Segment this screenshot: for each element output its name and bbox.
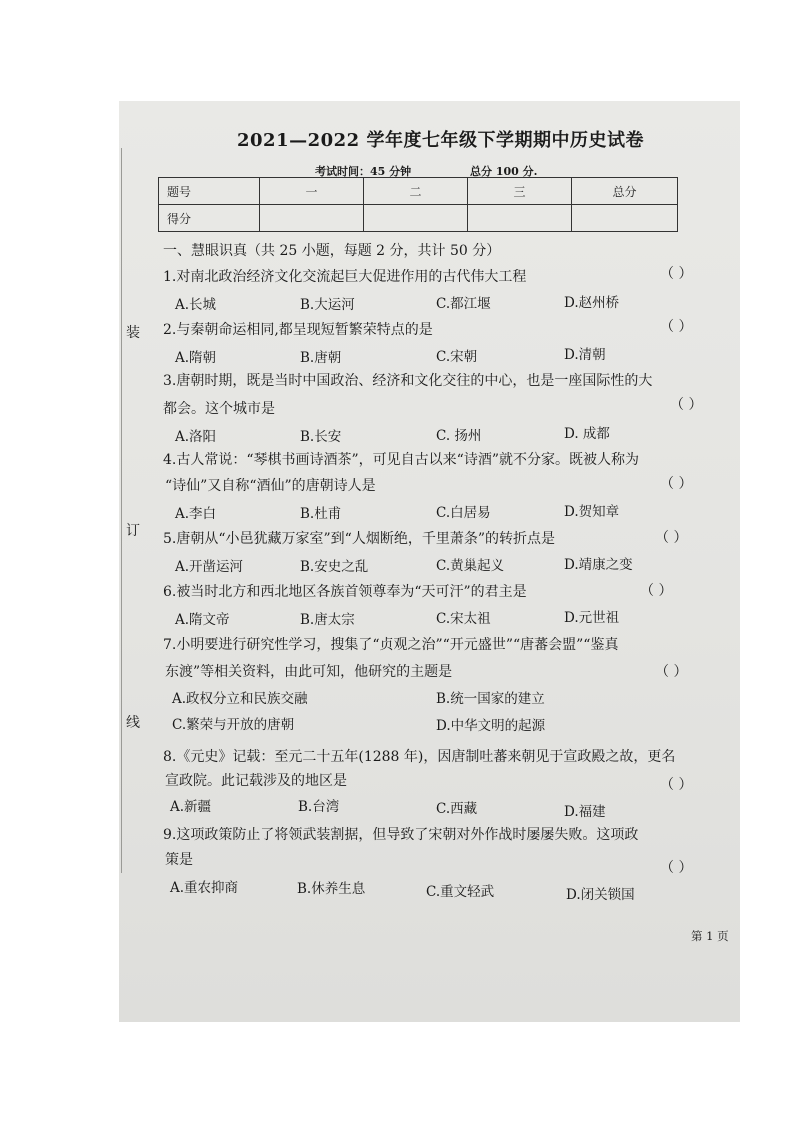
- option: C.都江堰: [436, 296, 491, 312]
- option: D.中华文明的起源: [436, 718, 546, 734]
- answer-blank[interactable]: （ ）: [655, 530, 688, 546]
- answer-blank[interactable]: （ ）: [655, 664, 688, 680]
- option: A.新疆: [170, 799, 212, 815]
- table-cell: 得分: [159, 205, 260, 232]
- option: D.贺知章: [564, 504, 620, 520]
- page-number: 第 1 页: [691, 929, 729, 943]
- table-cell: 一: [260, 178, 364, 205]
- total-score: 总分 100 分.: [470, 165, 538, 178]
- answer-blank[interactable]: （ ）: [660, 476, 693, 492]
- question-text: 8.《元史》记载：至元二十五年(1288 年)，因唐制吐蕃来朝见于宣政殿之故，更名: [163, 749, 676, 765]
- option: B.休养生息: [297, 881, 366, 897]
- table-cell: 题号: [159, 178, 260, 205]
- option: C.西藏: [436, 801, 478, 817]
- question-text: 东渡”等相关资料，由此可知，他研究的主题是: [165, 664, 453, 680]
- answer-blank[interactable]: （ ）: [640, 583, 673, 599]
- question-text: 宣政院。此记载涉及的地区是: [165, 773, 347, 789]
- question-text: 3.唐朝时期，既是当时中国政治、经济和文化交往的中心，也是一座国际性的大: [163, 373, 653, 389]
- table-cell: 总分: [572, 178, 678, 205]
- question-text: 6.被当时北方和西北地区各族首领尊奉为“天可汗”的君主是: [163, 584, 527, 600]
- question-text: 7.小明要进行研究性学习，搜集了“贞观之治”“开元盛世”“唐蕃会盟”“鉴真: [163, 637, 619, 653]
- option: B.安史之乱: [300, 559, 369, 575]
- binding-mark: 线: [126, 715, 140, 731]
- question-text: 都会。这个城市是: [163, 401, 275, 417]
- option: C. 扬州: [436, 428, 482, 444]
- option: B.长安: [300, 429, 342, 445]
- answer-blank[interactable]: （ ）: [660, 266, 693, 282]
- score-table: [158, 177, 678, 232]
- option: C.宋太祖: [436, 611, 491, 627]
- option: A.重农抑商: [170, 880, 239, 896]
- answer-blank[interactable]: （ ）: [660, 319, 693, 335]
- question-text: 2.与秦朝命运相同,都呈现短暂繁荣特点的是: [163, 322, 433, 338]
- question-text: 5.唐朝从“小邑犹藏万家室”到“人烟断绝，千里萧条”的转折点是: [163, 531, 555, 547]
- option: D. 成都: [564, 426, 610, 442]
- option: D.靖康之变: [564, 557, 633, 573]
- option: C.宋朝: [436, 349, 478, 365]
- option: A.隋朝: [175, 350, 217, 366]
- option: A.隋文帝: [175, 612, 230, 628]
- option: C.黄巢起义: [436, 558, 505, 574]
- option: A.李白: [175, 506, 217, 522]
- score-table-score-row: [159, 205, 678, 232]
- exam-time: 考试时间：45 分钟: [315, 165, 412, 178]
- answer-blank[interactable]: （ ）: [660, 777, 693, 793]
- binding-mark: 装: [126, 325, 140, 341]
- score-input-cell[interactable]: [468, 205, 572, 232]
- question-text: 4.古人常说：“琴棋书画诗酒茶”，可见自古以来“诗酒”就不分家。既被人称为: [163, 452, 639, 468]
- exam-title: 2021—2022 学年度七年级下学期期中历史试卷: [237, 130, 644, 151]
- option: D.清朝: [564, 347, 606, 363]
- score-input-cell[interactable]: [260, 205, 364, 232]
- option: D.元世祖: [564, 610, 620, 626]
- option: A.政权分立和民族交融: [172, 691, 308, 707]
- option: B.唐太宗: [300, 612, 355, 628]
- table-cell: 二: [364, 178, 468, 205]
- answer-blank[interactable]: （ ）: [670, 397, 703, 413]
- score-table-header-row: [159, 178, 678, 205]
- option: D.福建: [564, 804, 606, 820]
- binding-mark: 订: [126, 523, 140, 539]
- table-cell: 三: [468, 178, 572, 205]
- option: A.洛阳: [175, 429, 217, 445]
- option: B.杜甫: [300, 506, 342, 522]
- option: B.大运河: [300, 297, 355, 313]
- question-text: 策是: [165, 852, 193, 868]
- option: C.繁荣与开放的唐朝: [172, 717, 295, 733]
- binding-line: [121, 148, 122, 873]
- score-input-cell[interactable]: [364, 205, 468, 232]
- option: D.赵州桥: [564, 295, 620, 311]
- score-input-cell[interactable]: [572, 205, 678, 232]
- question-text: “诗仙”又自称“酒仙”的唐朝诗人是: [165, 478, 376, 494]
- option: C.重文轻武: [426, 884, 495, 900]
- option: B.唐朝: [300, 350, 342, 366]
- option: C.白居易: [436, 505, 491, 521]
- answer-blank[interactable]: （ ）: [660, 860, 693, 876]
- section-heading: 一、慧眼识真（共 25 小题，每题 2 分，共计 50 分）: [163, 243, 501, 259]
- question-text: 9.这项政策防止了将领武装割据，但导致了宋朝对外作战时屡屡失败。这项政: [163, 827, 639, 843]
- option: D.闭关锁国: [566, 887, 635, 903]
- option: A.长城: [175, 297, 217, 313]
- option: B.台湾: [298, 799, 340, 815]
- question-text: 1.对南北政治经济文化交流起巨大促进作用的古代伟大工程: [163, 269, 527, 285]
- option: B.统一国家的建立: [436, 691, 545, 707]
- option: A.开凿运河: [175, 559, 244, 575]
